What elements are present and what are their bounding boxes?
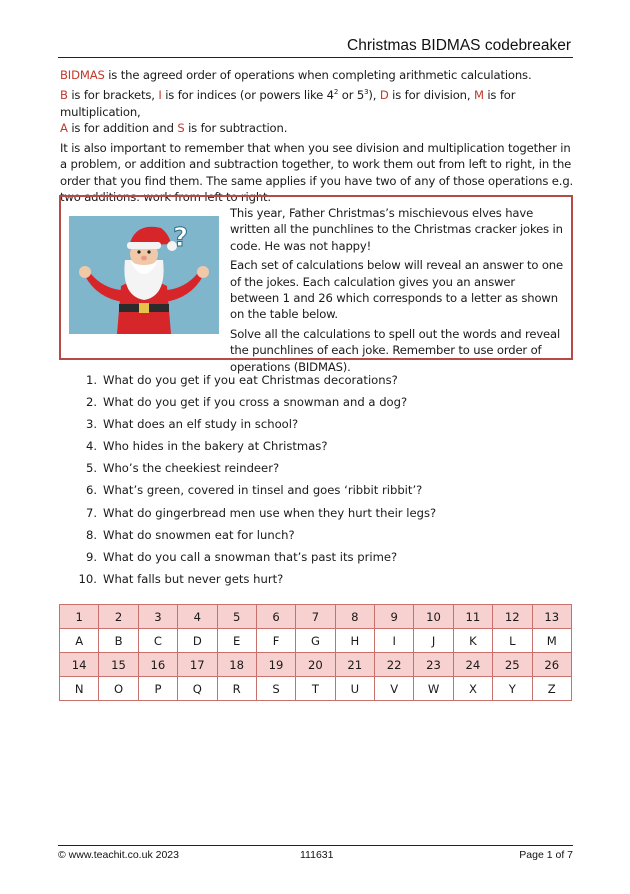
code-number-cell: 7	[296, 605, 335, 629]
question-number: 3.	[85, 417, 97, 432]
code-letter-cell: U	[335, 677, 374, 701]
code-number-cell: 3	[138, 605, 177, 629]
d-text: is for division,	[388, 88, 474, 103]
code-number-cell: 21	[335, 653, 374, 677]
question-text: What do you get if you eat Christmas decorations?	[103, 373, 398, 387]
intro-paragraph-2	[60, 87, 576, 136]
a-text: is for addition and	[67, 120, 178, 135]
code-number-cell: 13	[532, 605, 572, 629]
code-letter-cell: M	[532, 629, 572, 653]
code-number-cell: 15	[99, 653, 138, 677]
santa-illustration	[69, 216, 219, 334]
code-letter-cell: I	[375, 629, 414, 653]
superscript-2: 2	[333, 88, 339, 97]
code-number-cell: 10	[414, 605, 453, 629]
code-letter-cell: K	[453, 629, 492, 653]
question-number: 2.	[85, 395, 97, 410]
code-number-cell: 17	[178, 653, 217, 677]
s-text: is for subtraction.	[184, 120, 288, 135]
question-text: What do you get if you cross a snowman and a dog?	[103, 395, 408, 410]
question-number: 8.	[85, 527, 97, 542]
question-number: 9.	[85, 549, 97, 564]
story-paragraph-2: Each set of calculations below will reveal an answer to one of the jokes. Each calculation gives you an answer between 1 and 26 which corresponds to a letter as shown on the table below.	[230, 258, 563, 322]
story-paragraph-3: Solve all the calculations to spell out the words and reveal the punchlines of each joke. Remember to use order of operations (BIDMAS).	[230, 326, 561, 374]
joke-question-list	[76, 373, 556, 594]
intro-section	[60, 67, 576, 209]
letter-d: D	[379, 88, 389, 103]
code-number-cell: 19	[256, 653, 295, 677]
page-header	[58, 36, 573, 58]
letter-a: A	[60, 120, 68, 135]
code-number-cell: 18	[217, 653, 256, 677]
code-letter-cell: R	[217, 677, 256, 701]
intro-paragraph-1	[60, 67, 576, 83]
code-number-cell: 23	[414, 653, 453, 677]
code-number-row	[60, 653, 572, 677]
b-text: is for brackets,	[67, 88, 159, 103]
story-text	[230, 205, 564, 378]
intro-p1-text: is the agreed order of operations when completing arithmetic calculations.	[104, 68, 532, 82]
list-item	[76, 439, 556, 461]
m-text: is for multiplication,	[60, 88, 516, 119]
code-number-cell: 9	[375, 605, 414, 629]
code-letter-cell: A	[60, 629, 99, 653]
footer-resource-code: 111631	[300, 849, 334, 861]
code-number-cell: 25	[493, 653, 532, 677]
code-letter-cell: F	[256, 629, 295, 653]
code-letter-cell: Z	[532, 677, 572, 701]
letter-s: S	[177, 120, 185, 135]
code-letter-cell: P	[138, 677, 177, 701]
letter-m: M	[473, 88, 484, 103]
code-letter-cell: H	[335, 629, 374, 653]
list-item	[76, 373, 556, 395]
code-letter-cell: B	[99, 629, 138, 653]
code-letter-cell: D	[178, 629, 217, 653]
code-letter-cell: L	[493, 629, 532, 653]
code-letter-cell: G	[296, 629, 335, 653]
svg-text:?: ?	[173, 223, 189, 253]
footer-page-number: Page 1 of 7	[519, 849, 573, 861]
i-text-a: is for indices (or powers like 4	[161, 88, 334, 103]
question-number: 1.	[85, 373, 97, 387]
footer-copyright: © www.teachit.co.uk 2023	[58, 849, 179, 861]
santa-icon	[69, 216, 219, 334]
code-letter-cell: T	[296, 677, 335, 701]
letter-b: B	[60, 88, 68, 103]
code-number-cell: 2	[99, 605, 138, 629]
intro-paragraph-3: It is also important to remember that when you see division and multiplication together in a problem, or addition and subtraction together, to work them out from left to right, in the order that you find them. The same applies if you have two of any of those operations e.g. two additions: work from left to right.	[60, 141, 574, 205]
code-letter-cell: W	[414, 677, 453, 701]
question-number: 7.	[85, 505, 97, 520]
question-text: What do snowmen eat for lunch?	[103, 527, 295, 542]
code-letter-cell: J	[414, 629, 453, 653]
code-letter-cell: Y	[493, 677, 532, 701]
list-item	[76, 417, 556, 439]
code-table	[59, 604, 572, 701]
code-number-cell: 8	[335, 605, 374, 629]
list-item	[76, 461, 556, 483]
list-item	[76, 572, 556, 594]
code-letter-cell: Q	[178, 677, 217, 701]
question-text: What do you call a snowman that’s past its prime?	[103, 549, 398, 564]
list-item	[76, 528, 556, 550]
question-number: 10.	[78, 571, 97, 586]
code-number-cell: 22	[375, 653, 414, 677]
question-text: What falls but never gets hurt?	[103, 571, 284, 586]
story-paragraph-1: This year, Father Christmas’s mischievous elves have written all the punchlines to the Christmas cracker jokes in code. He was not happy!	[230, 206, 563, 253]
code-letter-cell: X	[453, 677, 492, 701]
code-number-row	[60, 605, 572, 629]
code-number-cell: 14	[60, 653, 99, 677]
code-letter-cell: V	[375, 677, 414, 701]
story-box	[59, 195, 573, 374]
list-item	[76, 483, 556, 505]
question-number: 6.	[85, 483, 97, 498]
code-number-cell: 5	[217, 605, 256, 629]
question-text: What does an elf study in school?	[103, 417, 299, 432]
code-number-cell: 11	[453, 605, 492, 629]
i-text-b: or 5	[338, 88, 365, 103]
letter-i: I	[158, 88, 162, 103]
question-number: 5.	[85, 461, 97, 476]
code-letter-cell: N	[60, 677, 99, 701]
code-letter-cell: O	[99, 677, 138, 701]
i-text-c: ),	[368, 88, 380, 103]
document-title: Christmas BIDMAS codebreaker	[347, 37, 571, 54]
code-letter-cell: C	[138, 629, 177, 653]
code-number-cell: 16	[138, 653, 177, 677]
question-text: What do gingerbread men use when they hurt their legs?	[103, 505, 437, 520]
code-number-cell: 6	[256, 605, 295, 629]
page-footer	[58, 845, 573, 861]
code-number-cell: 4	[178, 605, 217, 629]
list-item	[76, 395, 556, 417]
code-letter-row	[60, 629, 572, 653]
code-letter-cell: E	[217, 629, 256, 653]
code-number-cell: 24	[453, 653, 492, 677]
code-letter-cell: S	[256, 677, 295, 701]
list-item	[76, 506, 556, 528]
code-letter-row	[60, 677, 572, 701]
question-text: What’s green, covered in tinsel and goes ‘ribbit ribbit’?	[103, 483, 423, 498]
question-number: 4.	[85, 439, 97, 454]
bidmas-term: BIDMAS	[60, 68, 105, 82]
code-number-cell: 26	[532, 653, 572, 677]
code-number-cell: 1	[60, 605, 99, 629]
question-text: Who’s the cheekiest reindeer?	[103, 461, 280, 476]
list-item	[76, 550, 556, 572]
code-number-cell: 12	[493, 605, 532, 629]
question-text: Who hides in the bakery at Christmas?	[103, 439, 328, 454]
code-number-cell: 20	[296, 653, 335, 677]
superscript-3: 3	[364, 88, 369, 97]
